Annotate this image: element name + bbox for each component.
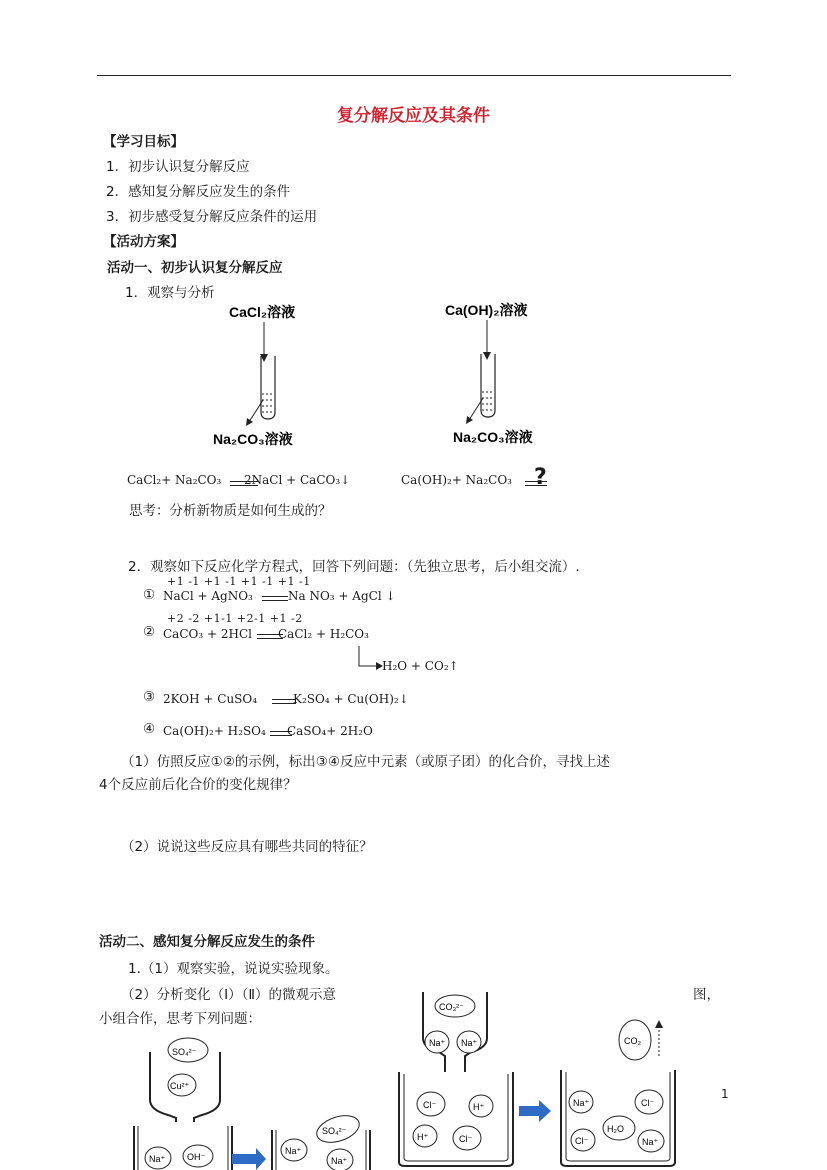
ion-label: Na⁺ [285,1146,302,1156]
tube1-top-label: CaCl₂溶液 [229,304,296,320]
ion-label: Na⁺ [642,1137,659,1147]
plan-heading: 【活动方案】 [103,234,184,250]
question-mark: ? [534,465,547,490]
ion-label: SO₄²⁻ [322,1126,347,1136]
activity2-heading: 活动二、感知复分解反应发生的条件 [99,934,315,950]
question-1-line2: 4个反应前后化合价的变化规律？ [99,777,297,793]
eq-sign [262,596,288,601]
r1-valences: +1 -1 +1 -1 +1 -1 +1 -1 [167,575,311,588]
tube1 [261,356,275,419]
micro-diagram-left [128,1030,383,1170]
tube1-bottom-label: Na₂CO₃溶液 [213,431,293,447]
r2-number: ② [143,624,156,640]
activity2-step2: （2）分析变化（Ⅰ）（Ⅱ）的微观示意 [121,987,336,1003]
eq-left-reactants: CaCl₂+ Na₂CO₃ [127,473,222,487]
page-title: 复分解反应及其条件 [337,106,490,126]
eq-right-reactants: Ca(OH)₂+ Na₂CO₃ [401,473,512,487]
question-2: （2）说说这些反应具有哪些共同的特征？ [121,839,373,855]
page-number: 1 [721,1087,729,1101]
tube2-bottom-label: Na₂CO₃溶液 [453,429,533,445]
r4-number: ④ [143,721,156,737]
ion-label: Na⁺ [461,1038,478,1048]
ion-label: CO₂ [624,1036,641,1046]
activity1-heading: 活动一、初步认识复分解反应 [107,260,283,276]
arrow-up-icon [655,1020,663,1028]
header-rule [97,75,731,76]
r4-reactants: Ca(OH)₂+ H₂SO₄ [163,724,266,738]
goals-heading: 【学习目标】 [103,134,184,150]
ion-label: Cl⁻ [641,1098,655,1108]
step1-label: 1．观察与分析 [125,285,215,301]
r3-products: K₂SO₄ + Cu(OH)₂↓ [293,692,409,706]
activity2-step2-tail: 图， [693,987,720,1003]
ion-label: Na⁺ [331,1156,348,1166]
eq-left-products: 2NaCl + CaCO₃↓ [244,473,351,487]
r2-valences: +2 -2 +1-1 +2-1 +1 -2 [167,612,303,625]
ion-label: Na⁺ [573,1098,590,1108]
r3-reactants: 2KOH + CuSO₄ [163,692,258,706]
ion-label: H₂O [607,1124,624,1134]
question-1-line1: （1）仿照反应①②的示例，标出③④反应中元素（或原子团）的化合价，寻找上述 [121,754,610,770]
ion-label: H⁺ [473,1102,485,1112]
activity2-step1: 1.（1）观察实验，说说实验现象。 [128,961,339,977]
think-prompt: 思考：分析新物质是如何生成的？ [129,503,332,519]
r1-reactants: NaCl + AgNO₃ [163,589,253,603]
ion-label: CO₃²⁻ [439,1002,464,1012]
blue-arrow-icon [232,1148,266,1170]
ion-label: Cl⁻ [423,1100,437,1110]
ion-label: Cl⁻ [575,1136,589,1146]
r2-products: CaCl₂ + H₂CO₃ [278,627,369,641]
ion-label: OH⁻ [187,1152,206,1162]
r3-number: ③ [143,689,156,705]
micro-diagram-right [393,990,683,1168]
goal-item: 2．感知复分解反应发生的条件 [106,184,291,200]
goal-item: 1．初步认识复分解反应 [106,159,250,175]
ion-label: SO₄²⁻ [172,1047,197,1057]
r2-reactants: CaCO₃ + 2HCl [163,627,252,641]
ion-label: Na⁺ [149,1154,166,1164]
r1-number: ① [143,587,156,603]
r2-decomposition: H₂O + CO₂↑ [382,659,459,673]
ion-label: Na⁺ [429,1038,446,1048]
test-tube-figures [195,298,575,458]
blue-arrow-icon [519,1100,551,1122]
goal-item: 3．初步感受复分解反应条件的运用 [106,209,318,225]
r1-products: Na NO₃ + AgCl ↓ [288,589,396,603]
ion-label: Cl⁻ [459,1134,473,1144]
step2-label: 2．观察如下反应化学方程式，回答下列问题：（先独立思考，后小组交流）. [128,559,580,575]
tube2-top-label: Ca(OH)₂溶液 [445,302,528,318]
ion-label: H⁺ [417,1132,429,1142]
ion-label: Cu²⁺ [170,1081,190,1091]
r4-products: CaSO₄+ 2H₂O [287,724,373,738]
activity2-step2-cont: 小组合作，思考下列问题： [99,1011,261,1027]
